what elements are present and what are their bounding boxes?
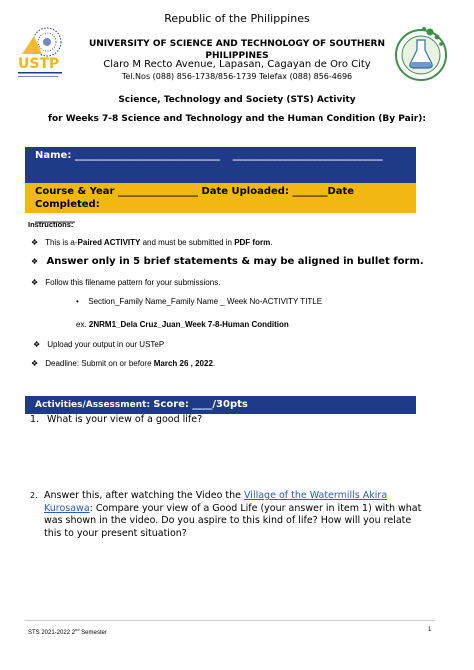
republic-header: Republic of the Philippines bbox=[164, 12, 310, 25]
university-name-line2: PHILIPPINES bbox=[205, 51, 269, 61]
instruction-item-answer-limit bbox=[31, 256, 424, 267]
activities-assessment-bar bbox=[25, 396, 416, 414]
course-year-field[interactable]: ________________ bbox=[117, 186, 198, 197]
date-uploaded-label: Date Uploaded: bbox=[201, 186, 289, 197]
instruction-text: Deadline: Submit on or before bbox=[45, 359, 154, 368]
date-uploaded-field[interactable]: _______ bbox=[292, 186, 328, 197]
instruction-item-paired-activity bbox=[31, 238, 272, 247]
telephone-numbers: Tel.Nos (088) 856-1738/856-1739 Telefax (088) 856-4696 bbox=[121, 72, 353, 81]
footer-text: STS 2021-2022 2 bbox=[28, 630, 76, 636]
diamond-bullet-icon: ❖ bbox=[31, 278, 39, 287]
footer-text: Semester bbox=[79, 630, 107, 636]
example-prefix: ex. bbox=[76, 320, 89, 329]
question-text bbox=[44, 490, 424, 540]
diamond-bullet-icon: ❖ bbox=[31, 257, 39, 266]
student-info-box bbox=[25, 147, 416, 223]
instruction-item-deadline bbox=[31, 359, 215, 368]
question-number: 1. bbox=[30, 414, 40, 425]
name-field-2[interactable]: ______________________________ bbox=[232, 150, 383, 161]
instruction-item-upload bbox=[33, 340, 164, 349]
course-row bbox=[25, 183, 416, 223]
filename-example bbox=[76, 320, 289, 329]
instruction-item-filename bbox=[31, 278, 220, 287]
bullet-dot-icon: • bbox=[76, 297, 79, 306]
diamond-bullet-icon: ❖ bbox=[31, 359, 39, 368]
instruction-text: . bbox=[212, 359, 216, 368]
instructions-label: Instructions: bbox=[28, 220, 74, 229]
score-field: Score: ____/30pts bbox=[153, 399, 248, 410]
instruction-text: . bbox=[270, 238, 273, 247]
instruction-text: Upload your output in our USTeP bbox=[47, 340, 165, 349]
question-1 bbox=[30, 414, 202, 425]
course-year-label: Course & Year bbox=[35, 186, 115, 197]
name-label: Name: bbox=[35, 150, 72, 161]
instruction-text: This is a- bbox=[45, 238, 78, 247]
date-completed-field[interactable]: ________ bbox=[35, 212, 75, 223]
footer-divider bbox=[25, 620, 435, 621]
question-text-pre: Answer this, after watching the Video the bbox=[44, 490, 245, 501]
university-address: Claro M Recto Avenue, Lapasan, Cagayan de Oro City bbox=[103, 59, 371, 70]
activity-title: Science, Technology and Society (STS) Activity bbox=[118, 95, 356, 105]
question-text: What is your view of a good life? bbox=[47, 414, 203, 425]
diamond-bullet-icon: ❖ bbox=[31, 238, 39, 247]
ustp-logo-text: USTP bbox=[18, 56, 60, 72]
diamond-bullet-icon: ❖ bbox=[33, 340, 41, 349]
video-link[interactable]: Village of the Watermills Akira Kurosawa bbox=[44, 490, 388, 514]
instruction-bold-text: PDF form bbox=[234, 238, 271, 247]
date-completed-label: Date Completed: bbox=[35, 186, 355, 210]
example-filename: 2NRM1_Dela Cruz_Juan_Week 7-8-Human Condition bbox=[88, 320, 289, 329]
footer-semester bbox=[28, 627, 107, 636]
instruction-text: Follow this filename pattern for your submissions. bbox=[45, 278, 221, 287]
footer-superscript: nd bbox=[75, 627, 80, 632]
instruction-text: Answer only in 5 brief statements & may be aligned in bullet form. bbox=[46, 256, 424, 267]
name-row bbox=[25, 147, 416, 183]
filename-pattern bbox=[76, 297, 322, 306]
instruction-bold-text: Paired ACTIVITY bbox=[77, 238, 141, 247]
name-field-1[interactable]: _____________________________ bbox=[74, 150, 220, 161]
activities-label: Activities/Assessment: bbox=[35, 400, 154, 410]
deadline-date: March 26 , 2022 bbox=[153, 359, 213, 368]
filename-pattern-text: Section_Family Name_Family Name _ Week No-ACTIVITY TITLE bbox=[88, 297, 323, 306]
university-name-line1: UNIVERSITY OF SCIENCE AND TECHNOLOGY OF SOUTHERN bbox=[88, 39, 386, 49]
question-text-post: : Compare your view of a Good Life (your answer in item 1) with what was shown in the video. Do you aspire to this kind of life? How will you relate this to your present situation? bbox=[44, 502, 422, 539]
page-number: 1 bbox=[428, 627, 432, 633]
weeks-title: for Weeks 7-8 Science and Technology and the Human Condition (By Pair): bbox=[48, 114, 426, 124]
instruction-text: and must be submitted in bbox=[140, 238, 235, 247]
question-number: 2. bbox=[30, 491, 38, 500]
